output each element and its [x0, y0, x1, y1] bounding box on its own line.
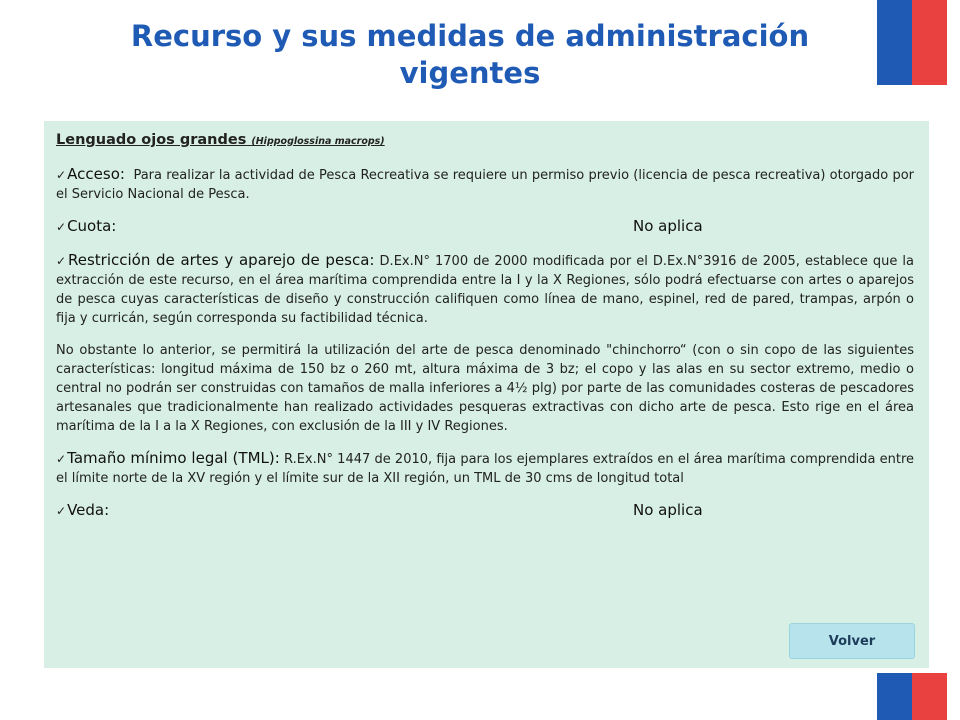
check-icon: ✓: [56, 452, 67, 466]
page-title: Recurso y sus medidas de administración vigentes: [130, 19, 810, 90]
volver-button[interactable]: Volver: [789, 623, 915, 659]
flag-logo-bottom: [877, 673, 947, 720]
acceso-item: [56, 165, 914, 204]
cuota-value: No aplica: [633, 217, 703, 235]
acceso-text: Para realizar la actividad de Pesca Recreativa se requiere un permiso previo (licencia de pesca recreativa) otorgado por el Servicio Nacional de Pesca.: [56, 168, 915, 202]
restriccion-item: [56, 251, 914, 328]
tml-text: R.Ex.N° 1447 de 2010, fija para los ejemplares extraídos en el área marítima comprendida entre el límite norte de la XV región y el límite sur de la XII región, un TML de 30 cms de longitud total: [56, 452, 915, 486]
restriccion-label: Restricción de artes y aparejo de pesca:: [67, 251, 375, 269]
content-panel: [44, 121, 929, 668]
flag-blue-stripe: [877, 0, 912, 85]
check-icon: ✓: [56, 254, 67, 268]
veda-label: Veda:: [67, 501, 110, 519]
flag-blue-stripe: [877, 673, 912, 720]
check-icon: ✓: [56, 504, 67, 518]
flag-red-stripe: [912, 0, 947, 85]
species-common-name: Lenguado ojos grandes: [56, 132, 247, 148]
veda-value: No aplica: [633, 501, 703, 519]
check-icon: ✓: [56, 168, 67, 182]
tml-item: [56, 449, 914, 488]
flag-logo-top: [877, 0, 947, 85]
flag-red-stripe: [912, 673, 947, 720]
cuota-item: [56, 217, 914, 237]
check-icon: ✓: [56, 220, 67, 234]
restriccion-text: D.Ex.N° 1700 de 2000 modificada por el D.Ex.N°3916 de 2005, establece que la extracción de este recurso, en el área marítima comprendida entre la I y la X Regiones, sólo podrá efectuarse con artes o aparejos de pesca cuyas características de diseño y construcción califiquen como línea de mano, espinel, red de pared, trampas, arpón o fija y curricán, según corresponda su factibilidad técnica.: [56, 254, 914, 326]
species-scientific-name: (Hippoglossina macrops): [251, 136, 385, 147]
restriccion-note: No obstante lo anterior, se permitirá la utilización del arte de pesca denominado "chinchorro“ (con o sin copo de las siguientes características: longitud máxima de 150 bz o 260 mt, altura máxima de 3 bz; el copo y las alas en su sector extremo, medio o central no podrán ser construidas con tamaños de malla inferiores a 4½ plg) por parte de las comunidades costeras de pescadores artesanales que tradicionalmente han realizado actividades pesqueras extractivas con dicho arte de pesca. Esto rige en el área marítima de la I a la X Regiones, con exclusión de la III y IV Regiones.: [56, 343, 914, 434]
cuota-label: Cuota:: [67, 217, 117, 235]
tml-label: Tamaño mínimo legal (TML):: [67, 449, 280, 467]
acceso-label: Acceso:: [67, 165, 125, 183]
veda-item: [56, 501, 914, 521]
species-heading: [56, 131, 914, 151]
